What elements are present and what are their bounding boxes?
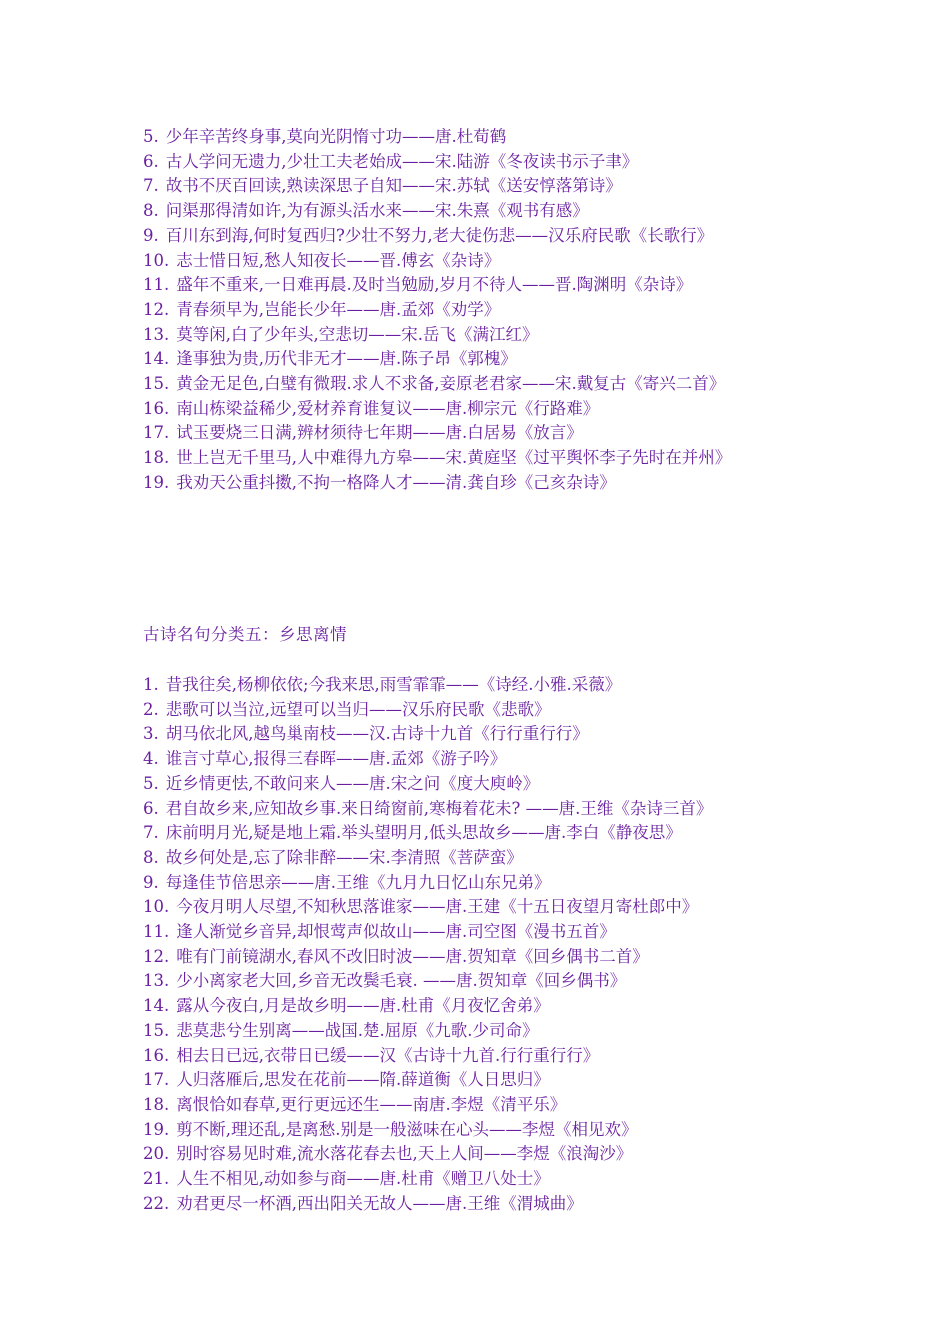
list-item: [143, 471, 813, 496]
item-text: 古人学问无遗力,少壮工夫老始成——宋.陆游《冬夜读书示子聿》: [165, 151, 639, 171]
item-number: 12.: [143, 946, 170, 966]
item-text: 别时容易见时难,流水落花春去也,天上人间——李煜《浪淘沙》: [176, 1144, 633, 1164]
item-number: 14.: [143, 996, 170, 1016]
item-number: 10.: [143, 250, 170, 270]
item-text: 逢事独为贵,历代非无才——唐.陈子昂《郭槐》: [176, 349, 517, 369]
list-item: [143, 372, 813, 397]
item-number: 21.: [143, 1169, 170, 1189]
item-number: 18.: [143, 448, 170, 468]
item-number: 8.: [143, 201, 159, 221]
item-text: 志士惜日短,愁人知夜长——晋.傅玄《杂诗》: [176, 250, 501, 270]
item-number: 12.: [143, 299, 170, 319]
item-text: 世上岂无千里马,人中难得九方皋——宋.黄庭坚《过平舆怀李子先时在并州》: [176, 448, 732, 468]
item-number: 20.: [143, 1144, 170, 1164]
section-heading: 古诗名句分类五：乡思离情: [143, 625, 347, 644]
item-number: 3.: [143, 724, 159, 744]
item-text: 悲莫悲兮生别离——战国.楚.屈原《九歌.少司命》: [176, 1020, 539, 1040]
item-number: 8.: [143, 847, 159, 867]
list-item: [143, 249, 813, 274]
list-item: [143, 846, 813, 871]
item-number: 15.: [143, 1020, 170, 1040]
item-number: 19.: [143, 1119, 170, 1139]
item-number: 9.: [143, 872, 159, 892]
list-item: [143, 698, 813, 723]
item-text: 少年辛苦终身事,莫向光阴惰寸功——唐.杜荀鹤: [165, 127, 507, 146]
item-number: 7.: [143, 823, 159, 843]
list-item: [143, 298, 813, 323]
item-text: 谁言寸草心,报得三春晖——唐.孟郊《游子吟》: [165, 749, 507, 769]
item-text: 近乡情更怯,不敢问来人——唐.宋之问《度大庾岭》: [165, 773, 540, 793]
item-number: 13.: [143, 324, 170, 344]
item-text: 劝君更尽一杯酒,西出阳关无故人——唐.王维《渭城曲》: [176, 1193, 583, 1213]
item-text: 故乡何处是,忘了除非醉——宋.李清照《菩萨蛮》: [165, 847, 523, 867]
item-text: 人生不相见,动如参与商——唐.杜甫《赠卫八处士》: [176, 1169, 550, 1189]
list-item: [143, 1167, 813, 1192]
item-text: 胡马依北风,越鸟巢南枝——汉.古诗十九首《行行重行行》: [165, 724, 589, 744]
item-text: 盛年不重来,一日难再晨.及时当勉励,岁月不待人——晋.陶渊明《杂诗》: [176, 275, 693, 295]
list-item: [143, 323, 813, 348]
item-text: 每逢佳节倍思亲——唐.王维《九月九日忆山东兄弟》: [165, 872, 551, 892]
item-text: 离恨恰如春草,更行更远还生——南唐.李煜《清平乐》: [176, 1094, 567, 1114]
item-text: 试玉要烧三日满,辨材须待七年期——唐.白居易《放言》: [176, 423, 583, 443]
item-number: 18.: [143, 1094, 170, 1114]
item-number: 9.: [143, 225, 159, 245]
item-text: 少小离家老大回,乡音无改鬓毛衰. ——唐.贺知章《回乡偶书》: [176, 971, 627, 991]
item-text: 露从今夜白,月是故乡明——唐.杜甫《月夜忆舍弟》: [176, 996, 550, 1016]
item-number: 4.: [143, 749, 159, 769]
list-item: [143, 945, 813, 970]
quote-list-homesick: [143, 673, 813, 1216]
item-number: 1.: [143, 675, 159, 694]
list-item: [143, 1142, 813, 1167]
item-number: 14.: [143, 349, 170, 369]
list-item: [143, 174, 813, 199]
list-item: [143, 347, 813, 372]
item-number: 10.: [143, 897, 170, 917]
item-text: 我劝天公重抖擞,不拘一格降人才——清.龚自珍《己亥杂诗》: [176, 472, 616, 492]
item-text: 昔我往矣,杨柳依依;今我来思,雨雪霏霏——《诗经.小雅.采薇》: [165, 675, 622, 694]
item-text: 黄金无足色,白璧有微瑕.求人不求备,妾原老君家——宋.戴复古《寄兴二首》: [176, 374, 726, 394]
list-item: [143, 150, 813, 175]
item-text: 人归落雁后,思发在花前——隋.薛道衡《人日思归》: [176, 1070, 550, 1090]
item-number: 5.: [143, 127, 159, 146]
item-text: 床前明月光,疑是地上霜.举头望明月,低头思故乡——唐.李白《静夜思》: [165, 823, 682, 843]
list-item: [143, 397, 813, 422]
list-item: [143, 1068, 813, 1093]
item-text: 故书不厌百回读,熟读深思子自知——宋.苏轼《送安惇落第诗》: [165, 176, 622, 196]
list-item: [143, 673, 813, 698]
item-text: 唯有门前镜湖水,春风不改旧时波——唐.贺知章《回乡偶书二首》: [176, 946, 649, 966]
item-text: 今夜月明人尽望,不知秋思落谁家——唐.王建《十五日夜望月寄杜郎中》: [176, 897, 699, 917]
item-text: 悲歌可以当泣,远望可以当归——汉乐府民歌《悲歌》: [165, 699, 551, 719]
list-item: [143, 747, 813, 772]
item-text: 相去日已远,衣带日已缓——汉《古诗十九首.行行重行行》: [176, 1045, 600, 1065]
item-number: 7.: [143, 176, 159, 196]
list-item: [143, 772, 813, 797]
item-number: 17.: [143, 423, 170, 443]
item-number: 16.: [143, 1045, 170, 1065]
item-number: 6.: [143, 151, 159, 171]
list-item: [143, 722, 813, 747]
item-text: 逢人渐觉乡音异,却恨莺声似故山——唐.司空图《漫书五首》: [176, 922, 616, 942]
list-item: [143, 797, 813, 822]
item-number: 13.: [143, 971, 170, 991]
item-text: 剪不断,理还乱,是离愁.别是一般滋味在心头——李煜《相见欢》: [176, 1119, 638, 1139]
list-item: [143, 969, 813, 994]
list-item: [143, 871, 813, 896]
item-number: 11.: [143, 922, 170, 942]
item-number: 6.: [143, 798, 159, 818]
item-text: 问渠那得清如许,为有源头活水来——宋.朱熹《观书有感》: [165, 201, 589, 221]
quote-list-study: [143, 125, 813, 496]
list-item: [143, 1044, 813, 1069]
list-item: [143, 273, 813, 298]
list-item: [143, 224, 813, 249]
list-item: [143, 421, 813, 446]
item-text: 莫等闲,白了少年头,空悲切——宋.岳飞《满江红》: [176, 324, 539, 344]
list-item: [143, 1192, 813, 1217]
list-item: [143, 1118, 813, 1143]
item-text: 青春须早为,岂能长少年——唐.孟郊《劝学》: [176, 299, 501, 319]
item-number: 11.: [143, 275, 170, 295]
item-number: 2.: [143, 699, 159, 719]
item-number: 5.: [143, 773, 159, 793]
list-item: [143, 1019, 813, 1044]
item-text: 南山栋梁益稀少,爱材养育谁复议——唐.柳宗元《行路难》: [176, 398, 600, 418]
list-item: [143, 125, 813, 150]
item-number: 16.: [143, 398, 170, 418]
list-item: [143, 446, 813, 471]
list-item: [143, 895, 813, 920]
list-item: [143, 1093, 813, 1118]
list-item: [143, 994, 813, 1019]
list-item: [143, 821, 813, 846]
item-number: 22.: [143, 1193, 170, 1213]
list-item: [143, 920, 813, 945]
item-number: 19.: [143, 472, 170, 492]
item-text: 君自故乡来,应知故乡事.来日绮窗前,寒梅着花未? ——唐.王维《杂诗三首》: [165, 798, 713, 818]
list-item: [143, 199, 813, 224]
item-number: 17.: [143, 1070, 170, 1090]
item-number: 15.: [143, 374, 170, 394]
item-text: 百川东到海,何时复西归?少壮不努力,老大徒伤悲——汉乐府民歌《长歌行》: [165, 225, 714, 245]
